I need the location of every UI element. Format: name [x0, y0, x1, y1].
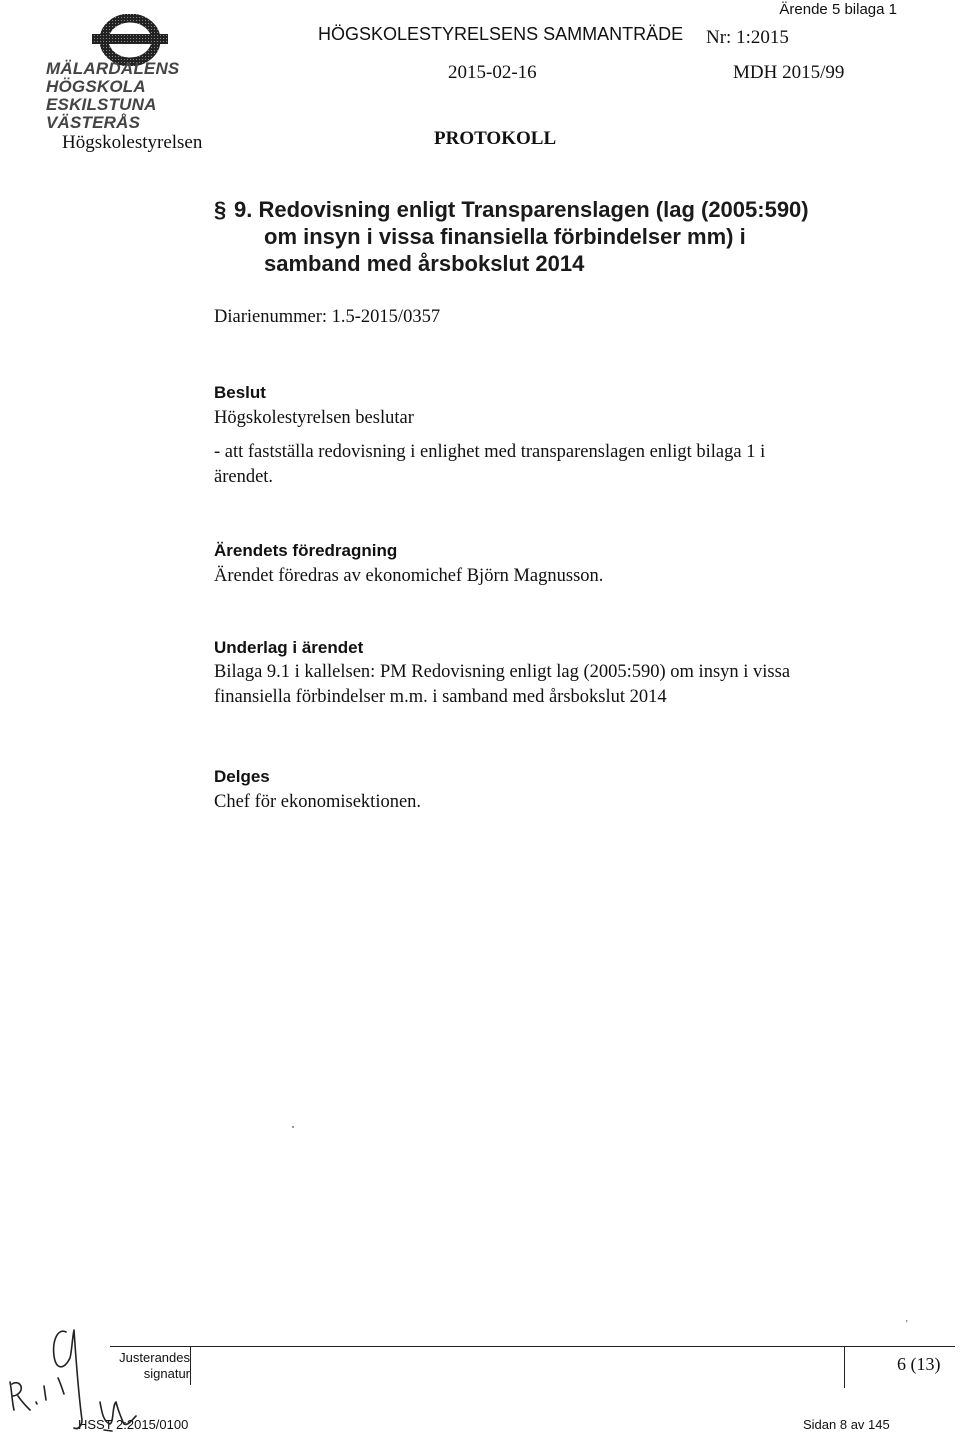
distribution-label: Delges: [214, 767, 270, 786]
logo-line-2: ESKILSTUNA VÄSTERÅS: [46, 95, 156, 132]
meeting-number: Nr: 1:2015: [706, 27, 789, 48]
distribution-text: Chef för ekonomisektionen.: [214, 792, 422, 812]
presentation-label: Ärendets föredragning: [214, 541, 398, 560]
meeting-date: 2015-02-16: [448, 62, 537, 83]
decision-label: Beslut: [214, 383, 266, 402]
decision-intro: Högskolestyrelsen beslutar: [214, 408, 414, 428]
document-type: PROTOKOLL: [434, 128, 557, 149]
decision-line-1: - att fastställa redovisning i enlighet med transparenslagen enligt bilaga 1 i: [214, 442, 766, 462]
document-code: HSST 2:2015/0100: [78, 1417, 189, 1432]
basis-line-1: Bilaga 9.1 i kallelsen: PM Redovisning enligt lag (2005:590) om insyn i vissa: [214, 662, 791, 682]
heading-line-1: 9. Redovisning enligt Transparenslagen (lag (2005:590): [234, 197, 809, 222]
decision-line-2: ärendet.: [214, 467, 274, 487]
footer-rule: [110, 1346, 955, 1347]
paragraph-sign: §: [214, 197, 227, 222]
signature-label-line-2: signatur: [143, 1366, 190, 1381]
page-count: 6 (13): [897, 1354, 941, 1374]
scan-tick: ʼ: [905, 1319, 909, 1330]
heading-line-3: samband med årsbokslut 2014: [264, 251, 585, 276]
org-name: Högskolestyrelsen: [62, 132, 203, 153]
decision-text: [214, 440, 824, 490]
basis-label: Underlag i ärendet: [214, 638, 364, 657]
basis-text: [214, 660, 834, 710]
meeting-title: HÖGSKOLESTYRELSENS SAMMANTRÄDE: [318, 24, 684, 44]
handwritten-signature: [0, 1310, 190, 1433]
scan-speck: [292, 1126, 294, 1128]
footer-divider: [844, 1346, 845, 1388]
attachment-reference: Ärende 5 bilaga 1: [779, 1, 897, 18]
basis-line-2: finansiella förbindelser m.m. i samband med årsbokslut 2014: [214, 687, 667, 707]
section-heading: [214, 196, 854, 277]
diary-number: Diarienummer: 1.5-2015/0357: [214, 307, 441, 327]
signature-label-line-1: Justerandes: [119, 1350, 190, 1365]
case-reference: MDH 2015/99: [733, 62, 845, 83]
heading-line-2: om insyn i vissa finansiella förbindelser mm) i: [264, 224, 746, 249]
logo-line-1: MÄLARDALENS HÖGSKOLA: [46, 59, 180, 96]
university-name-logo: [46, 60, 226, 132]
page-number: Sidan 8 av 145: [803, 1417, 890, 1432]
presentation-text: Ärendet föredras av ekonomichef Björn Magnusson.: [214, 566, 604, 586]
